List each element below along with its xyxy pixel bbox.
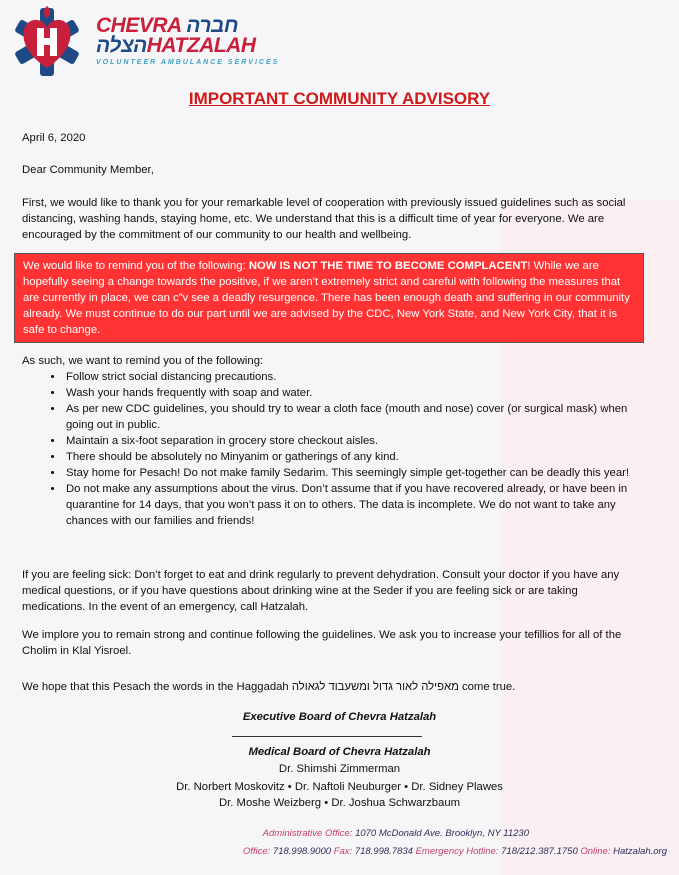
sick-paragraph: If you are feeling sick: Don’t forget to eat and drink regularly to prevent dehydration. Consult your doctor if you have any medical questions, or if you have questions about drinking wine at the Seder if you are feeling sick or are taking medications. In the event of an emergency, call Hatzalah. (22, 569, 620, 613)
alert-box (14, 253, 644, 343)
guidelines-list (22, 369, 634, 529)
hope-hebrew: מאפילה לאור גדול ומשעבוד לגאולה (291, 681, 459, 693)
list-item: • Wash your hands frequently with soap and water. (64, 385, 634, 401)
list-item: • As per new CDC guidelines, you should try to wear a cloth face (mouth and nose) cover (or surgical mask) when going out in public. (64, 401, 634, 433)
fax-label: Fax: (333, 846, 353, 857)
list-intro: As such, we want to remind you of the following: (22, 355, 264, 367)
implore-paragraph: We implore you to remain strong and continue following the guidelines. We ask you to increase your tefillios for all of the Cholim in Klal Yisroel. (22, 629, 622, 657)
doctor-names: Dr. Norbert Moskovitz • Dr. Naftoli Neuburger • Dr. Sidney Plawes (176, 781, 503, 793)
footer-admin (263, 828, 529, 839)
alert-bold: NOW IS NOT THE TIME TO BECOME COMPLACENT (248, 260, 528, 272)
office-label: Office: (242, 846, 271, 857)
logo-hebrew-chevra: חברה (186, 14, 239, 37)
hope-pre: We hope that this Pesach the words in the Haggadah (22, 681, 292, 693)
website-link[interactable]: Hatzalah.org (613, 846, 667, 857)
divider (232, 736, 422, 737)
hotline-value: 718/212.387.1750 (501, 846, 578, 857)
executive-board: Executive Board of Chevra Hatzalah (242, 711, 437, 723)
list-item: • There should be absolutely no Minyanim or gatherings of any kind. (64, 449, 634, 465)
logo-hebrew-hatzalah: הצלה (96, 34, 147, 57)
logo (6, 2, 279, 76)
hope-post: come true. (458, 681, 516, 693)
alert-post: ! While we are hopefully seeing a change towards the positive, if we aren’t extremely strict and careful with following the measures that are currently in place, we can c”v see a deadly resurgence. There has been enough death and suffering in our community already. We must continue to do our part until we are advised by the CDC, New York State, and New York City, that it is safe to change. (23, 260, 630, 336)
alert-pre: We would like to remind you of the following: (23, 260, 249, 272)
list-item: • Stay home for Pesach! Do not make family Sedarim. This seemingly simple get-together can be deadly this year! (64, 465, 634, 481)
logo-english-hatzalah: HATZALAH (146, 34, 256, 57)
guidelines-section (22, 353, 634, 529)
footer-contacts (243, 846, 667, 857)
logo-english-chevra: CHEVRA (96, 14, 181, 37)
list-item: • Maintain a six-foot separation in grocery store checkout aisles. (64, 433, 634, 449)
salutation: Dear Community Member, (22, 164, 154, 176)
hotline-label: Emergency Hotline: (415, 846, 499, 857)
office-value: 718.998.9000 (272, 846, 332, 857)
fax-value: 718.998.7834 (354, 846, 413, 857)
page-title: IMPORTANT COMMUNITY ADVISORY (188, 89, 491, 108)
list-item: • Follow strict social distancing precautions. (64, 369, 634, 385)
star-of-life-heart-icon (6, 2, 88, 76)
logo-tagline: VOLUNTEER AMBULANCE SERVICES (96, 59, 280, 66)
hope-paragraph (22, 679, 634, 695)
date: April 6, 2020 (22, 132, 86, 144)
admin-value: 1070 McDonald Ave. Brooklyn, NY 11230 (355, 828, 529, 839)
online-label: Online: (580, 846, 611, 857)
doctor-names: Dr. Shimshi Zimmerman (278, 763, 401, 775)
list-item: • Do not make any assumptions about the virus. Don’t assume that if you have recovered already, or have been in quarantine for 14 days, that you won’t pass it on to others. The data is incomplete. We do not want to take any chances with our families and friends! (64, 481, 634, 529)
admin-label: Administrative Office: (262, 828, 353, 839)
intro-paragraph: First, we would like to thank you for your remarkable level of cooperation with previously issued guidelines such as social distancing, washing hands, staying home, etc. We understand that this is a difficult time of year for everyone. We are encouraged by the commitment of our community to our health and wellbeing. (22, 197, 626, 241)
doctor-names: Dr. Moshe Weizberg • Dr. Joshua Schwarzbaum (218, 797, 461, 809)
medical-board: Medical Board of Chevra Hatzalah (248, 746, 431, 758)
